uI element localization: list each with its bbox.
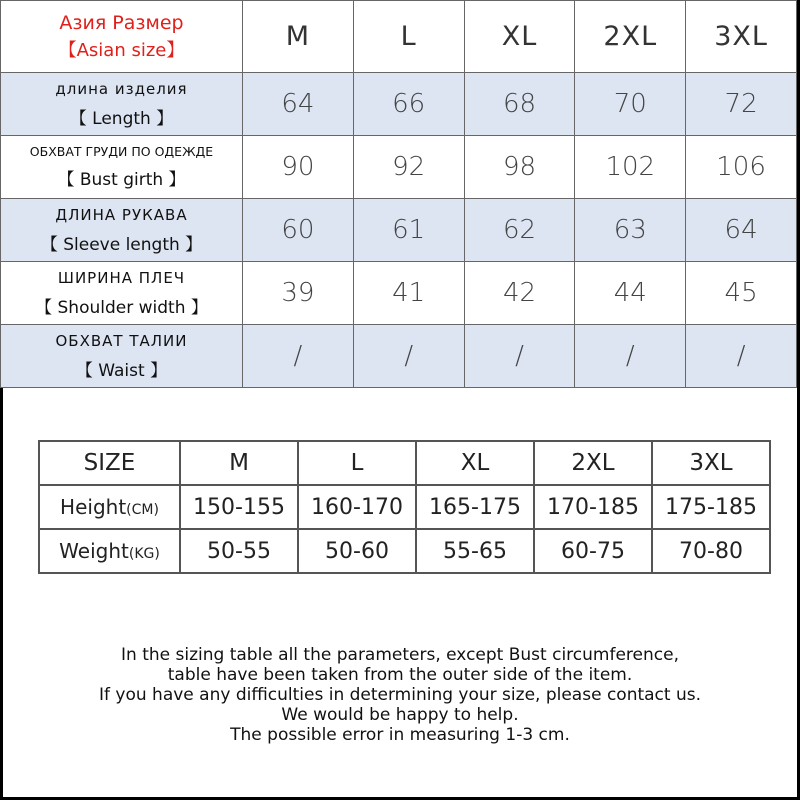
table-cell: 70: [575, 73, 686, 136]
row-label-en: 【 Sleeve length 】: [40, 234, 203, 255]
note-line: We would be happy to help.: [281, 705, 519, 725]
table-cell: 160-170: [298, 485, 416, 529]
row-label-shoulder-width: [1, 262, 243, 325]
note-line: In the sizing table all the parameters, except Bust circumference,: [121, 645, 679, 665]
table-cell: 170-185: [534, 485, 652, 529]
row-label-ru: ОБХВАТ ТАЛИИ: [55, 331, 188, 350]
table-cell: 64: [243, 73, 354, 136]
table-cell: 165-175: [416, 485, 534, 529]
fit-label-text: Height: [60, 495, 127, 519]
size-header-m: M: [243, 1, 354, 73]
table-cell: /: [464, 325, 575, 388]
table-cell: 92: [353, 136, 464, 199]
table-cell: 62: [464, 199, 575, 262]
table-cell: 64: [686, 199, 797, 262]
fit-size-label: SIZE: [39, 441, 180, 485]
table-cell: /: [686, 325, 797, 388]
table-cell: 60: [243, 199, 354, 262]
table-cell: 90: [243, 136, 354, 199]
table-cell: /: [243, 325, 354, 388]
table-cell: /: [353, 325, 464, 388]
size-chart-table: [0, 0, 797, 388]
size-header-xl: XL: [464, 1, 575, 73]
height-weight-table: [38, 440, 771, 574]
asian-size-label-cell: [1, 1, 243, 73]
table-cell: 44: [575, 262, 686, 325]
measurement-note: [0, 645, 800, 745]
fit-size-xl: XL: [416, 441, 534, 485]
fit-row-height: [39, 485, 770, 529]
size-header-2xl: 2XL: [575, 1, 686, 73]
fit-size-3xl: 3XL: [652, 441, 770, 485]
fit-header-row: [39, 441, 770, 485]
fit-label-unit: (KG): [128, 546, 160, 562]
table-cell: 63: [575, 199, 686, 262]
note-line: table have been taken from the outer side of the item.: [167, 665, 633, 685]
table-row-waist: [1, 325, 797, 388]
row-label-en: 【 Shoulder width 】: [35, 297, 208, 318]
size-chart-header-row: [1, 1, 797, 73]
table-cell: 60-75: [534, 529, 652, 573]
table-cell: 72: [686, 73, 797, 136]
table-cell: 39: [243, 262, 354, 325]
row-label-sleeve-length: [1, 199, 243, 262]
row-label-en: 【 Waist 】: [75, 360, 168, 381]
fit-size-2xl: 2XL: [534, 441, 652, 485]
table-cell: 55-65: [416, 529, 534, 573]
asian-size-label-en: 【Asian size】: [58, 39, 185, 61]
table-cell: 66: [353, 73, 464, 136]
table-cell: 61: [353, 199, 464, 262]
fit-label-height: [39, 485, 180, 529]
fit-label-text: Weight: [59, 539, 129, 563]
table-cell: 42: [464, 262, 575, 325]
table-cell: 98: [464, 136, 575, 199]
table-cell: 150-155: [180, 485, 298, 529]
table-row-shoulder-width: [1, 262, 797, 325]
fit-size-m: M: [180, 441, 298, 485]
table-cell: /: [575, 325, 686, 388]
row-label-bust-girth: [1, 136, 243, 199]
fit-label-weight: [39, 529, 180, 573]
asian-size-label-ru: Азия Размер: [59, 11, 184, 34]
row-label-en: 【 Bust girth 】: [57, 170, 186, 190]
note-line: If you have any difficulties in determining your size, please contact us.: [99, 685, 701, 705]
table-cell: 175-185: [652, 485, 770, 529]
table-cell: 50-60: [298, 529, 416, 573]
table-cell: 45: [686, 262, 797, 325]
table-cell: 70-80: [652, 529, 770, 573]
note-line: The possible error in measuring 1-3 cm.: [230, 725, 570, 745]
table-row-bust-girth: [1, 136, 797, 199]
row-label-ru: ШИРИНА ПЛЕЧ: [57, 268, 186, 287]
table-cell: 41: [353, 262, 464, 325]
table-cell: 50-55: [180, 529, 298, 573]
row-label-ru: ДЛИНА РУКАВА: [55, 205, 188, 224]
size-header-3xl: 3XL: [686, 1, 797, 73]
fit-row-weight: [39, 529, 770, 573]
row-label-ru: длина изделия: [55, 79, 188, 98]
row-label-ru: ОБХВАТ ГРУДИ ПО ОДЕЖДЕ: [29, 144, 214, 159]
fit-size-l: L: [298, 441, 416, 485]
row-label-length: [1, 73, 243, 136]
table-cell: 68: [464, 73, 575, 136]
size-header-l: L: [353, 1, 464, 73]
table-row-sleeve-length: [1, 199, 797, 262]
table-cell: 102: [575, 136, 686, 199]
row-label-en: 【 Length 】: [69, 108, 174, 129]
row-label-waist: [1, 325, 243, 388]
table-cell: 106: [686, 136, 797, 199]
fit-label-unit: (CM): [126, 502, 159, 518]
table-row-length: [1, 73, 797, 136]
